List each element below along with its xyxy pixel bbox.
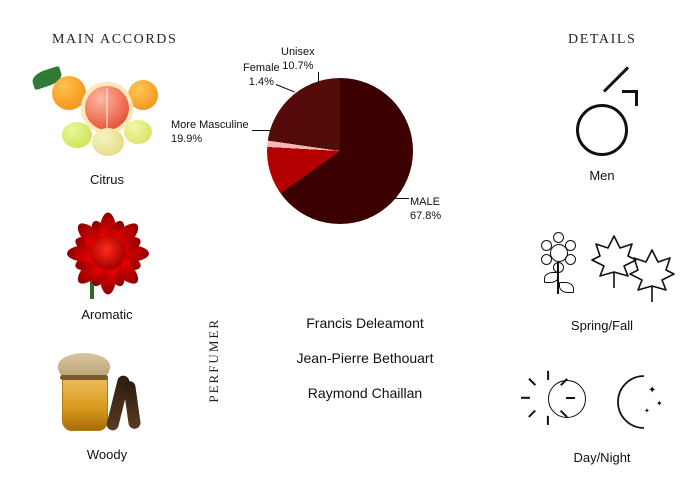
accord-item-aromatic — [32, 205, 182, 322]
detail-label: Men — [589, 168, 615, 183]
flower-leaf-icon — [522, 228, 682, 312]
pie-label-female-pct: 1.4% — [248, 75, 274, 88]
perfumer-name: Francis Deleamont — [306, 315, 424, 331]
detail-label: Spring/Fall — [570, 318, 634, 333]
pie-label-unisex-pct: 10.7% — [282, 59, 314, 72]
pie-label-more-masculine-pct: 19.9% — [171, 132, 203, 145]
gender-pie-chart — [267, 78, 413, 224]
pie-label-more-masculine — [171, 119, 249, 147]
accord-label: Citrus — [90, 172, 124, 187]
pie-label-male — [410, 196, 441, 224]
perfumer-name: Jean-Pierre Bethouart — [296, 350, 434, 366]
perfumer-name: Raymond Chaillan — [307, 385, 423, 401]
pie-label-male-name: MALE — [410, 196, 440, 208]
detail-item-time — [522, 360, 682, 465]
pie-label-unisex — [281, 46, 315, 74]
pie-label-female — [243, 62, 280, 90]
carnation-flower-icon — [32, 205, 182, 301]
pie-label-male-pct: 67.8% — [410, 209, 442, 222]
pie-label-female-name: Female — [243, 62, 280, 74]
accord-item-citrus — [32, 70, 182, 187]
pie-label-more-masculine-name: More Masculine — [171, 119, 249, 131]
details-title: DETAILS — [568, 32, 637, 47]
accord-label: Aromatic — [81, 307, 133, 322]
sun-moon-icon: ✦ ✦ ✦ — [522, 360, 682, 444]
accord-label: Woody — [86, 447, 128, 462]
pie-leader-line — [393, 198, 409, 199]
accord-item-woody — [32, 345, 182, 462]
perfumer-section-label: PERFUMER — [206, 318, 221, 403]
carnation-core — [91, 236, 125, 270]
pie-leader-line — [252, 130, 274, 131]
pie-leader-line — [318, 72, 319, 84]
mars-symbol-icon — [522, 78, 682, 162]
detail-item-season — [522, 228, 682, 333]
resin-jar-icon — [32, 345, 182, 441]
perfumer-list — [245, 315, 485, 420]
detail-item-gender — [522, 78, 682, 183]
main-accords-title: MAIN ACCORDS — [52, 32, 178, 47]
detail-label: Day/Night — [573, 450, 631, 465]
citrus-fruit-icon — [32, 70, 182, 166]
pie-label-unisex-name: Unisex — [281, 46, 315, 58]
